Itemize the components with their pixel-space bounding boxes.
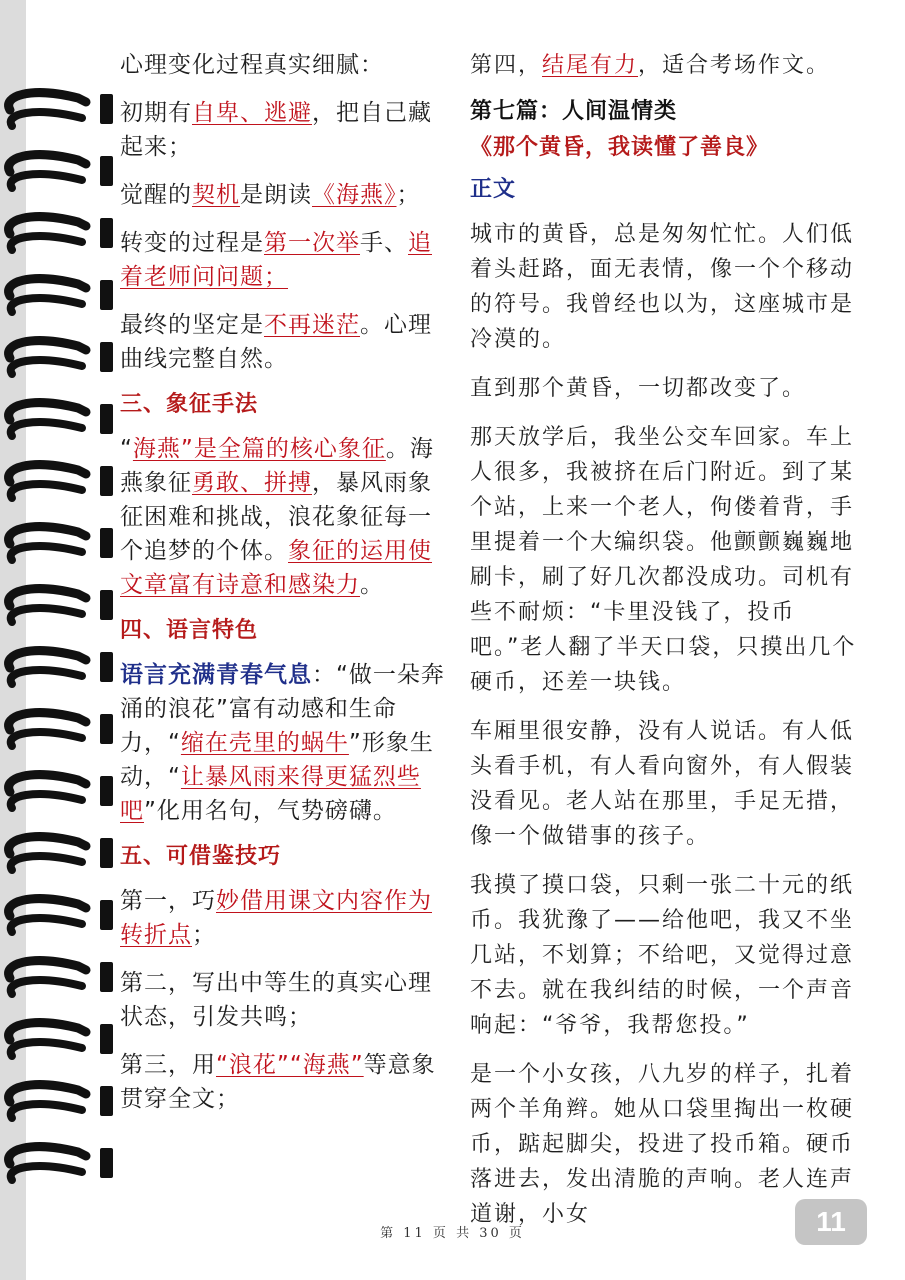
paragraph: 心理变化过程真实细腻： [120,52,384,78]
paragraph: 语言充满青春气息：“做一朵奔涌的浪花”富有动感和生命力，“缩在壳里的蜗牛”形象生动，“让暴风雨来得更猛烈些吧”化用名句，气势磅礴。 [120,662,445,824]
section-heading: 五、可借鉴技巧 [120,844,282,869]
essay-title: 《那个黄昏，我读懂了善良》 [470,135,770,160]
left-column [120,48,445,1130]
paragraph: 车厢里很安静，没有人说话。有人低头看手机，有人看向窗外，有人假装没看见。老人站在那里，手足无措，像一个做错事的孩子。 [470,719,855,849]
paragraph: 直到那个黄昏，一切都改变了。 [470,376,807,401]
paragraph: 最终的坚定是不再迷茫。心理曲线完整自然。 [120,312,432,372]
paragraph: 是一个小女孩，八九岁的样子，扎着两个羊角辫。她从口袋里掏出一枚硬币，踮起脚尖，投进了投币箱。硬币落进去，发出清脆的声响。老人连声道谢，小女 [470,1062,855,1227]
section-heading: 三、象征手法 [120,392,259,417]
paragraph: 我摸了摸口袋，只剩一张二十元的纸币。我犹豫了——给他吧，我又不坐几站，不划算；不给吧，又觉得过意不去。就在我纠结的时候，一个声音响起：“爷爷，我帮您投。” [470,873,855,1038]
paragraph: 第二，写出中等生的真实心理状态，引发共鸣； [120,970,432,1030]
chapter-heading: 第七篇：人间温情类 [470,99,678,124]
section-heading: 四、语言特色 [120,618,259,643]
page-footer: 第 11 页 共 30 页 [380,1226,525,1241]
paragraph: 第四，结尾有力，适合考场作文。 [470,53,831,78]
body-label: 正文 [470,177,517,202]
page-number-badge[interactable] [795,1199,867,1245]
spiral-binding [0,0,118,1280]
paragraph: 城市的黄昏，总是匆匆忙忙。人们低着头赶路，面无表情，像一个个移动的符号。我曾经也以为，这座城市是冷漠的。 [470,222,855,352]
paragraph: 第三，用“浪花”“海燕”等意象贯穿全文； [120,1052,436,1112]
page-number-badge-label: 11 [816,1206,846,1237]
paragraph: 觉醒的契机是朗读《海燕》； [120,182,421,208]
paragraph: “海燕”是全篇的核心象征。海燕象征勇敢、拼搏，暴风雨象征困难和挑战，浪花象征每一个追梦的个体。象征的运用使文章富有诗意和感染力。 [120,436,434,598]
paragraph: 第一，巧妙借用课文内容作为转折点； [120,888,432,948]
paragraph: 初期有自卑、逃避，把自己藏起来； [120,100,432,160]
paragraph: 那天放学后，我坐公交车回家。车上人很多，我被挤在后门附近。到了某个站，上来一个老人，佝偻着背，手里提着一个大编织袋。他颤颤巍巍地刷卡，刷了好几次都没成功。司机有些不耐烦：“卡里没钱了，投币吧。”老人翻了半天口袋，只摸出几个硬币，还差一块钱。 [470,425,857,695]
paragraph: 转变的过程是第一次举手、追着老师问问题； [120,230,432,290]
right-column [470,48,865,1246]
